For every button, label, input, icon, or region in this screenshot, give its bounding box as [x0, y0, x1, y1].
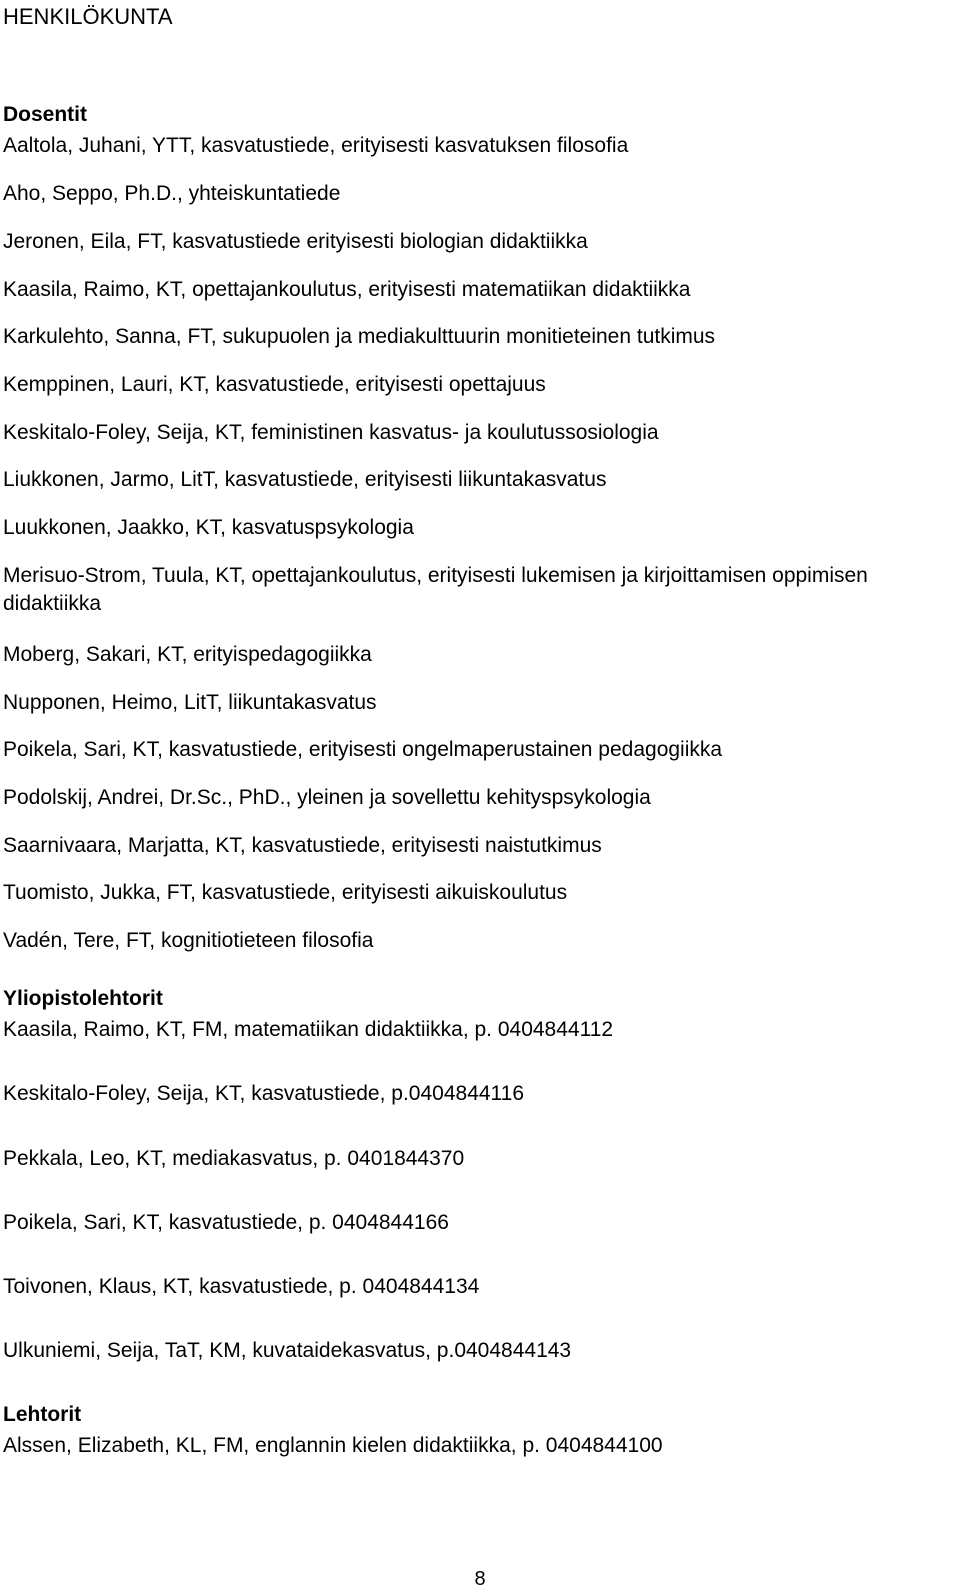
list-item: Merisuo-Strom, Tuula, KT, opettajankoulutus, erityisesti lukemisen ja kirjoittamisen oppimisen didaktiikka [3, 564, 868, 615]
list-item: Nupponen, Heimo, LitT, liikuntakasvatus [3, 691, 377, 714]
list-item: Kemppinen, Lauri, KT, kasvatustiede, erityisesti opettajuus [3, 373, 546, 396]
section-title-dosentit: Dosentit [3, 103, 87, 126]
list-item: Kaasila, Raimo, KT, FM, matematiikan didaktiikka, p. 0404844112 [3, 1018, 614, 1041]
section-yliopistolehtorit [3, 986, 953, 1012]
section-lehtorit [3, 1402, 953, 1428]
list-item: Aho, Seppo, Ph.D., yhteiskuntatiede [3, 182, 341, 205]
section-title-yliopistolehtorit: Yliopistolehtorit [3, 987, 163, 1010]
list-item: Liukkonen, Jarmo, LitT, kasvatustiede, erityisesti liikuntakasvatus [3, 468, 607, 491]
list-item: Vadén, Tere, FT, kognitiotieteen filosofia [3, 929, 374, 952]
list-item: Luukkonen, Jaakko, KT, kasvatuspsykologia [3, 516, 414, 539]
section-title-lehtorit: Lehtorit [3, 1403, 82, 1426]
page-number: 8 [474, 1568, 486, 1590]
list-item: Kaasila, Raimo, KT, opettajankoulutus, erityisesti matematiikan didaktiikka [3, 278, 691, 301]
list-item: Poikela, Sari, KT, kasvatustiede, p. 0404844166 [3, 1211, 449, 1234]
page-title: HENKILÖKUNTA [3, 4, 173, 29]
list-item: Moberg, Sakari, KT, erityispedagogiikka [3, 643, 372, 666]
list-item: Keskitalo-Foley, Seija, KT, feministinen kasvatus- ja koulutussosiologia [3, 421, 659, 444]
list-item: Podolskij, Andrei, Dr.Sc., PhD., yleinen ja sovellettu kehityspsykologia [3, 786, 651, 809]
list-item: Saarnivaara, Marjatta, KT, kasvatustiede, erityisesti naistutkimus [3, 834, 602, 857]
list-item: Toivonen, Klaus, KT, kasvatustiede, p. 0404844134 [3, 1275, 480, 1298]
list-item: Alssen, Elizabeth, KL, FM, englannin kielen didaktiikka, p. 0404844100 [3, 1434, 663, 1457]
list-item: Poikela, Sari, KT, kasvatustiede, erityisesti ongelmaperustainen pedagogiikka [3, 738, 723, 761]
section-dosentit [3, 102, 953, 128]
list-item: Pekkala, Leo, KT, mediakasvatus, p. 0401844370 [3, 1147, 465, 1170]
list-item: Aaltola, Juhani, YTT, kasvatustiede, erityisesti kasvatuksen filosofia [3, 134, 629, 157]
list-item: Tuomisto, Jukka, FT, kasvatustiede, erityisesti aikuiskoulutus [3, 881, 568, 904]
list-item: Ulkuniemi, Seija, TaT, KM, kuvataidekasvatus, p.0404844143 [3, 1339, 572, 1362]
list-item: Karkulehto, Sanna, FT, sukupuolen ja mediakulttuurin monitieteinen tutkimus [3, 325, 716, 348]
list-item: Jeronen, Eila, FT, kasvatustiede erityisesti biologian didaktiikka [3, 230, 588, 253]
list-item: Keskitalo-Foley, Seija, KT, kasvatustiede, p.0404844116 [3, 1082, 525, 1105]
